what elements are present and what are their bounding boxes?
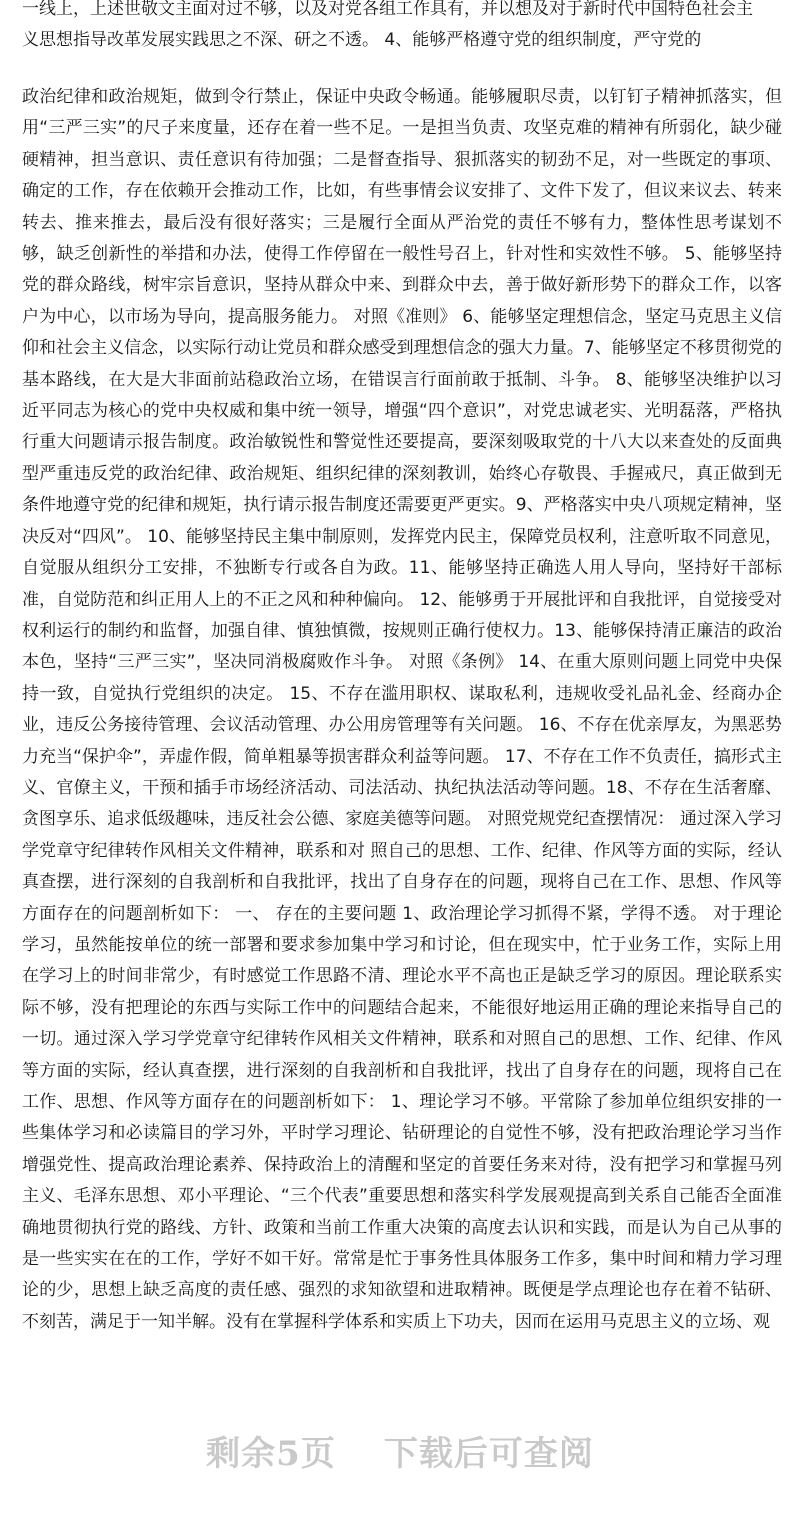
- body-paragraph: 政治纪律和政治规矩，做到令行禁止，保证中央政令畅通。能够履职尽责，以钉钉子精神抓落实，但用“三严三实”的尺子来度量，还存在着一些不足。一是担当负责、攻坚克难的精神有所弱化，缺少碰硬精神，担当意识、责任意识有待加强；二是督查指导、狠抓落实的韧劲不足，对一些既定的事项、确定的工作，存在依赖开会推动工作，比如，有些事情会议安排了、文件下发了，但议来议去、转来转去、推来推去，最后没有很好落实；三是履行全面从严治党的责任不够有力，整体性思考谋划不够，缺乏创新性的举措和办法，使得工作停留在一般性号召上，针对性和实效性不够。 5、能够坚持党的群众路线，树牢宗旨意识，坚持从群众中来、到群众中去，善于做好新形势下的群众工作，以客户为中心，以市场为导向，提高服务能力。 对照《准则》 6、能够坚定理想信念，坚定马克思主义信仰和社会主义信念，以实际行动让党员和群众感受到理想信念的强大力量。7、能够坚定不移贯彻党的基本路线，在大是大非面前站稳政治立场，在错误言行面前敢于抵制、斗争。 8、能够坚决维护以习近平同志为核心的党中央权威和集中统一领导，增强“四个意识”，对党忠诚老实、光明磊落，严格执行重大问题请示报告制度。政治敏锐性和警觉性还要提高，要深刻吸取党的十八大以来查处的反面典型严重违反党的政治纪律、政治规矩、组织纪律的深刻教训，始终心存敬畏、手握戒尺，真正做到无条件地遵守党的纪律和规矩，执行请示报告制度还需要更严更实。9、严格落实中央八项规定精神，坚决反对“四风”。 10、能够坚持民主集中制原则，发挥党内民主，保障党员权利，注意听取不同意见，自觉服从组织分工安排，不独断专行或各自为政。11、能够坚持正确选人用人导向，坚持好干部标准，自觉防范和纠正用人上的不正之风和种种偏向。 12、能够勇于开展批评和自我批评，自觉接受对权利运行的制约和监督，加强自律、慎独慎微，按规则正确行使权力。13、能够保持清正廉洁的政治本色，坚持“三严三实”，坚决同消极腐败作斗争。 对照《条例》 14、在重大原则问题上同党中央保持一致，自觉执行党组织的决定。 15、不存在滥用职权、谋取私利，违规收受礼品礼金、经商办企业，违反公务接待管理、会议活动管理、办公用房管理等有关问题。 16、不存在优亲厚友，为黑恶势力充当“保护伞”，弄虚作假，简单粗暴等损害群众利益等问题。 17、不存在工作不负责任，搞形式主义、官僚主义，干预和插手市场经济活动、司法活动、执纪执法活动等问题。18、不存在生活奢靡、贪图享乐、追求低级趣味，违反社会公德、家庭美德等问题。 对照党规党纪查摆情况： 通过深入学习学党章守纪律转作风相关文件精神，联系和对 照自己的思想、工作、纪律、作风等方面的实际，经认真查摆，进行深刻的自我剖析和自我批评，找出了自身存在的问题，现将自己在工作、思想、作风等方面存在的问题剖析如下： 一、 存在的主要问题 1、政治理论学习抓得不紧，学得不透。 对于理论学习，虽然能按单位的统一部署和要求参加集中学习和讨论，但在现实中，忙于业务工作，实际上用在学习上的时间非常少，有时感觉工作思路不清、理论水平不高也正是缺乏学习的原因。理论联系实际不够，没有把理论的东西与实际工作中的问题结合起来，不能很好地运用正确的理论来指导自己的一切。通过深入学习学党章守纪律转作风相关文件精神，联系和对照自己的思想、工作、纪律、作风等方面的实际，经认真查摆，进行深刻的自我剖析和自我批评，找出了自身存在的问题，现将自己在工作、思想、作风等方面存在的问题剖析如下： 1、理论学习不够。平常除了参加单位组织安排的一些集体学习和必读篇目的学习外，平时学习理论、钻研理论的自觉性不够，没有把政治理论学习当作增强党性、提高政治理论素养、保持政治上的清醒和坚定的首要任务来对待，没有把学习和掌握马列主义、毛泽东思想、邓小平理论、“三个代表”重要思想和落实科学发展观提高到关系自己能否全面准确地贯彻执行党的路线、方针、政策和当前工作重大决策的高度去认识和实践，而是认为自己从事的是一些实实在在的工作，学好不如干好。常常是忙于事务性具体服务工作多，集中时间和精力学习理论的少，思想上缺乏高度的责任感、强烈的求知欲望和进取精神。既便是学点理论也存在着不钻研、不刻苦，满足于一知半解。没有在掌握科学体系和实质上下功夫，因而在运用马克思主义的立场、观: [22, 87, 782, 1332]
- download-banner[interactable]: [0, 1420, 800, 1480]
- text-line: 义思想指导改革发展实践思之不深、研之不透。 4、能够严格遵守党的组织制度，严守党的: [22, 30, 702, 50]
- remaining-pages-label: 剩余5页: [206, 1433, 336, 1474]
- document-body: [22, 82, 782, 1352]
- download-prompt-label[interactable]: 下载后可查阅: [383, 1433, 594, 1474]
- text-line: 一线上，上述世敬文主面对过不够，以及对党各组工作具有，并以想及对于新时代中国特色社会主: [22, 0, 753, 19]
- top-text-fragment: [22, 0, 782, 56]
